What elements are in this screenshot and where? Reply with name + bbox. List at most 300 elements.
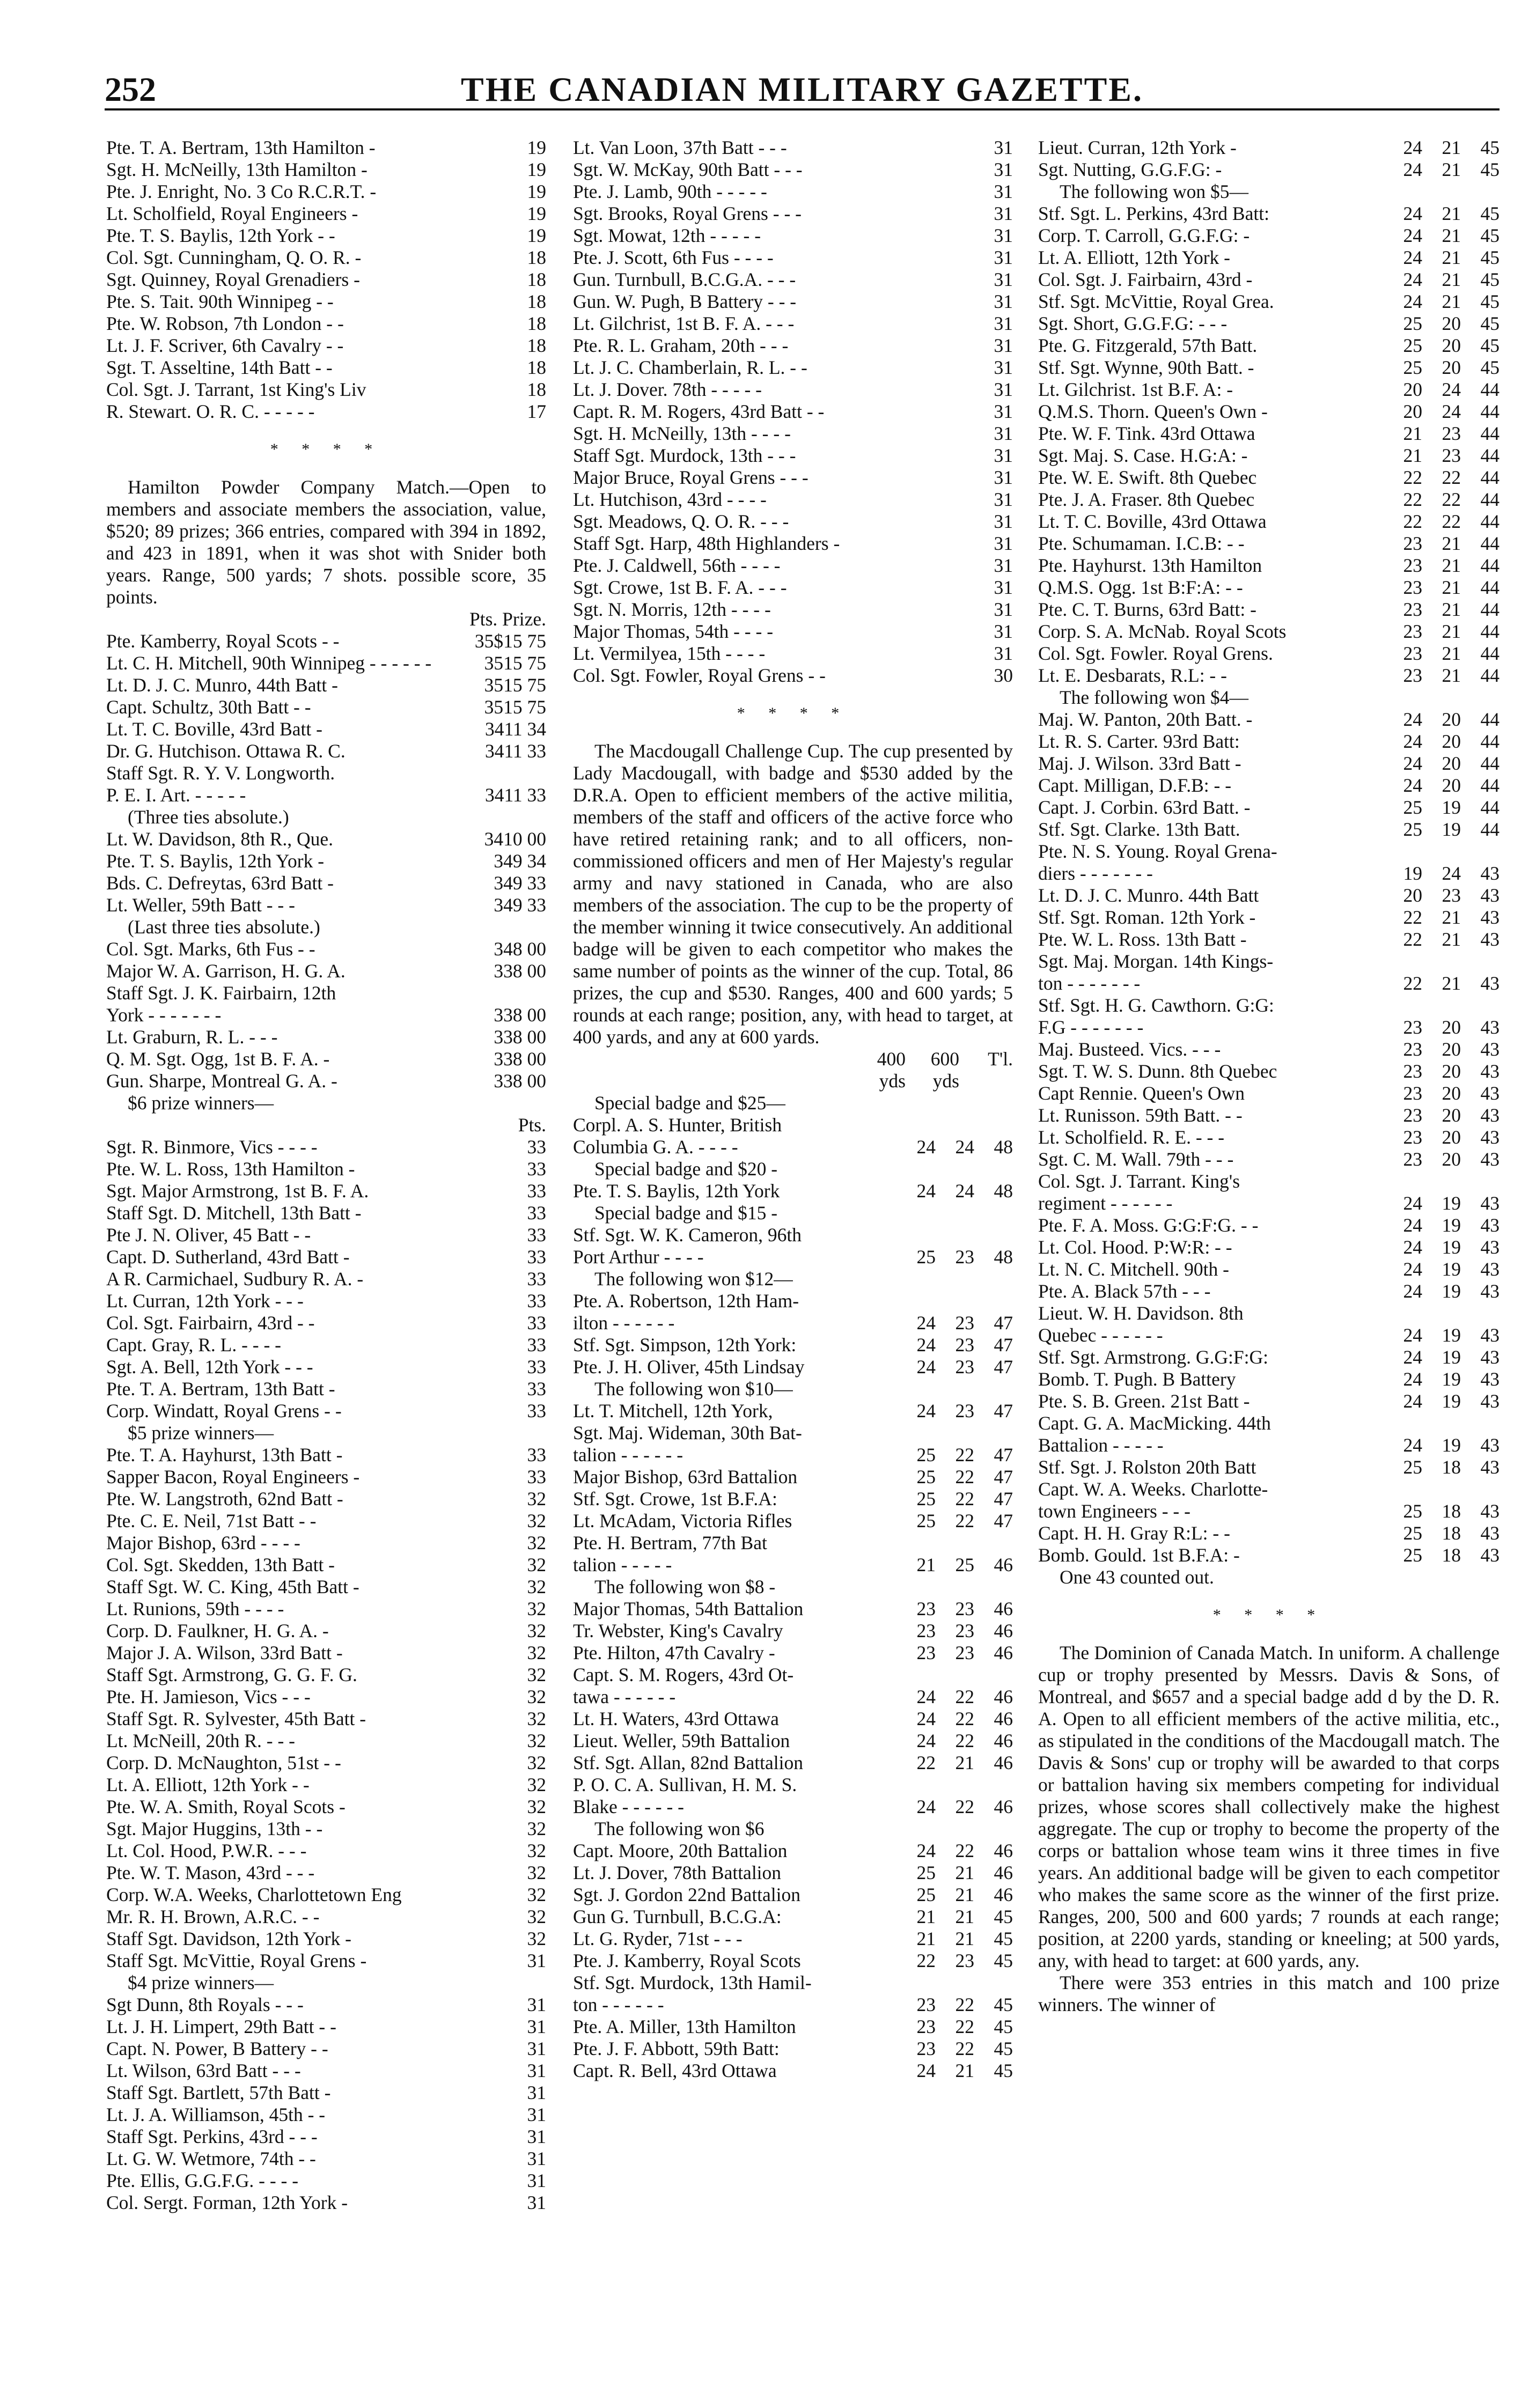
competitor-name: Staff Sgt. McVittie, Royal Grens - bbox=[106, 1950, 367, 1971]
score-value: 19 bbox=[527, 159, 546, 180]
score-value: 25 bbox=[916, 1884, 936, 1905]
score-value: 32 bbox=[527, 1862, 546, 1883]
score-value: 19 bbox=[1442, 1434, 1461, 1456]
score-value: 18 bbox=[1442, 1500, 1461, 1522]
score-value bbox=[974, 1290, 1013, 1312]
result-row bbox=[1038, 1104, 1500, 1126]
result-row bbox=[106, 1290, 546, 1312]
competitor-name: Pte. J. F. Abbott, 59th Batt: bbox=[573, 2038, 780, 2059]
result-row bbox=[573, 1224, 1013, 1246]
result-row bbox=[573, 1466, 1013, 1488]
competitor-name: Stf. Sgt. Allan, 82nd Battalion bbox=[573, 1752, 803, 1773]
competitor-name: Pte. W. Robson, 7th London - - bbox=[106, 313, 344, 334]
result-row bbox=[573, 489, 1013, 511]
competitor-name: Pte. W. F. Tink. 43rd Ottawa bbox=[1038, 423, 1255, 444]
range-column-headers bbox=[573, 1048, 1013, 1092]
competitor-name: Lt. J. Dover, 78th Battalion bbox=[573, 1862, 782, 1883]
result-row bbox=[573, 1356, 1013, 1378]
score-value: 48 bbox=[994, 1136, 1013, 1158]
score-value: 34 bbox=[484, 718, 504, 740]
result-row bbox=[106, 1994, 546, 2016]
score-value: 46 bbox=[994, 1620, 1013, 1641]
score-value: 24 bbox=[916, 1400, 936, 1422]
competitor-name: Lt. Van Loon, 37th Batt - - - bbox=[573, 137, 787, 158]
score-value: 23 bbox=[1403, 577, 1422, 598]
score-value: 43 bbox=[1480, 1324, 1500, 1346]
score-value: 43 bbox=[1480, 1104, 1500, 1126]
result-row bbox=[573, 225, 1013, 247]
counted-out-note: One 43 counted out. bbox=[1060, 1566, 1214, 1588]
competitor-name: Bomb. Gould. 1st B.F.A: - bbox=[1038, 1544, 1240, 1566]
result-row bbox=[573, 1114, 1013, 1136]
result-row bbox=[106, 1070, 546, 1092]
competitor-name: town Engineers - - - bbox=[1038, 1500, 1190, 1522]
result-row bbox=[1038, 621, 1500, 643]
score-value: 19 bbox=[1442, 1236, 1461, 1258]
competitor-name: Stf. Sgt. Murdock, 13th Hamil- bbox=[573, 1972, 812, 1993]
score-value: 21 bbox=[955, 1928, 974, 1949]
score-value: 47 bbox=[994, 1466, 1013, 1487]
competitor-name: Staff Sgt. Bartlett, 57th Batt - bbox=[106, 2082, 331, 2103]
competitor-name: Col. Sgt. J. Tarrant. King's bbox=[1038, 1170, 1240, 1192]
score-value: 33 bbox=[494, 1026, 513, 1048]
score-value: 11 33 bbox=[504, 740, 546, 762]
result-row bbox=[573, 445, 1013, 467]
score-value: 33 bbox=[527, 1378, 546, 1400]
score-value: 32 bbox=[527, 1774, 546, 1795]
competitor-name: Pte. A. Black 57th - - - bbox=[1038, 1280, 1211, 1302]
score-value: 31 bbox=[994, 137, 1013, 158]
result-row bbox=[1038, 511, 1500, 533]
score-value: 22 bbox=[1403, 929, 1422, 950]
score-value: 32 bbox=[527, 1708, 546, 1729]
result-row bbox=[573, 1840, 1013, 1862]
competitor-name: Pte. C. T. Burns, 63rd Batt: - bbox=[1038, 599, 1256, 620]
score-value bbox=[936, 1290, 974, 1312]
competitor-name: Gun. W. Pugh, B Battery - - - bbox=[573, 291, 797, 312]
score-value: 19 bbox=[1442, 1258, 1461, 1280]
score-value: 21 bbox=[1403, 445, 1422, 466]
score-value: 43 bbox=[1480, 1126, 1500, 1148]
score-value bbox=[1384, 995, 1422, 1017]
score-value: 45 bbox=[994, 1928, 1013, 1949]
score-value: 34 bbox=[484, 828, 504, 850]
score-value: 20 bbox=[1403, 401, 1422, 422]
score-value bbox=[974, 1114, 1013, 1136]
score-value: 25 bbox=[1403, 1522, 1422, 1544]
competitor-name: Pte. A. Robertson, 12th Ham- bbox=[573, 1290, 799, 1312]
result-row bbox=[1038, 1017, 1500, 1039]
result-row bbox=[1038, 1434, 1500, 1456]
competitor-name: Pte. Hayhurst. 13th Hamilton bbox=[1038, 555, 1262, 576]
score-value: 47 bbox=[994, 1444, 1013, 1466]
score-value: 23 bbox=[955, 1598, 974, 1619]
score-value: 21 bbox=[1442, 269, 1461, 290]
score-value: 19 bbox=[1442, 1346, 1461, 1368]
competitor-name: Pte. J. Kamberry, Royal Scots bbox=[573, 1950, 801, 1971]
competitor-name: Stf. Sgt. Armstrong. G.G:F:G: bbox=[1038, 1346, 1269, 1368]
result-row bbox=[1038, 269, 1500, 291]
score-value: $15 75 bbox=[494, 630, 546, 652]
score-value: 44 bbox=[1480, 401, 1500, 422]
result-row bbox=[106, 1466, 546, 1488]
competitor-name: Staff Sgt. W. C. King, 45th Batt - bbox=[106, 1576, 359, 1597]
competitor-name: Lt. Gilchrist. 1st B.F. A: - bbox=[1038, 379, 1233, 400]
result-row bbox=[573, 335, 1013, 357]
score-value: 8 00 bbox=[512, 960, 546, 982]
competitor-name: Pte. J. Enright, No. 3 Co R.C.R.T. - bbox=[106, 181, 377, 202]
competitor-name: Corp. D. McNaughton, 51st - - bbox=[106, 1752, 341, 1773]
score-value: 21 bbox=[1442, 973, 1461, 994]
score-value: 31 bbox=[527, 2170, 546, 2191]
score-value: 20 bbox=[1442, 357, 1461, 378]
result-row bbox=[106, 181, 546, 203]
prize-group-label: The following won $8 - bbox=[594, 1576, 776, 1597]
score-value: 33 bbox=[527, 1136, 546, 1158]
score-value: 34 bbox=[494, 894, 513, 916]
score-value: 31 bbox=[994, 489, 1013, 510]
score-value: 18 bbox=[527, 269, 546, 290]
column-1 bbox=[106, 137, 546, 2390]
score-value: 20 bbox=[1442, 1104, 1461, 1126]
score-value: 22 bbox=[1442, 467, 1461, 488]
competitor-name: Lt. J. F. Scriver, 6th Cavalry - - bbox=[106, 335, 344, 356]
result-row bbox=[106, 894, 546, 916]
score-value: 43 bbox=[1480, 929, 1500, 950]
result-row bbox=[573, 203, 1013, 225]
score-value: 31 bbox=[527, 2016, 546, 2037]
result-row bbox=[573, 1290, 1013, 1312]
competitor-name: Sgt. Major Huggins, 13th - - bbox=[106, 1818, 323, 1839]
result-row bbox=[106, 718, 546, 740]
score-value: 21 bbox=[1442, 907, 1461, 928]
score-value: 23 bbox=[916, 1598, 936, 1619]
score-value: 23 bbox=[1442, 885, 1461, 906]
score-value: 45 bbox=[1480, 203, 1500, 224]
competitor-name: Pte. W. E. Swift. 8th Quebec bbox=[1038, 467, 1257, 488]
result-row bbox=[573, 555, 1013, 577]
score-value: 24 bbox=[1403, 159, 1422, 180]
score-value: 32 bbox=[527, 1686, 546, 1707]
result-row bbox=[573, 1312, 1013, 1334]
score-value: 47 bbox=[994, 1488, 1013, 1509]
column-3 bbox=[1038, 137, 1500, 2390]
competitor-name: Pte. T. A. Bertram, 13th Hamilton - bbox=[106, 137, 376, 158]
score-value: 31 bbox=[994, 357, 1013, 378]
score-value: 31 bbox=[994, 555, 1013, 576]
score-value: 15 75 bbox=[503, 674, 546, 696]
score-value: 24 bbox=[916, 1686, 936, 1707]
result-row bbox=[106, 630, 546, 652]
result-row bbox=[573, 423, 1013, 445]
competitor-name: Pte. J. Lamb, 90th - - - - - bbox=[573, 181, 767, 202]
score-value: 33 bbox=[527, 1400, 546, 1422]
score-value: 20 bbox=[1442, 1083, 1461, 1104]
result-row bbox=[1038, 665, 1500, 687]
score-value: 18 bbox=[1442, 1522, 1461, 1544]
score-value: 25 bbox=[1403, 819, 1422, 840]
competitor-name: Capt. Moore, 20th Battalion bbox=[573, 1840, 788, 1861]
competitor-name: Sgt. Major Armstrong, 1st B. F. A. bbox=[106, 1180, 369, 1202]
score-value: 20 bbox=[1442, 753, 1461, 774]
competitor-name: Corp. W.A. Weeks, Charlottetown Eng bbox=[106, 1884, 402, 1905]
result-row bbox=[1038, 1280, 1500, 1302]
score-value: 45 bbox=[1480, 137, 1500, 158]
prize-group-label: The following won $4— bbox=[1060, 687, 1249, 708]
result-row bbox=[1038, 1302, 1500, 1324]
score-value: 32 bbox=[527, 1532, 546, 1553]
score-value: 43 bbox=[1480, 1236, 1500, 1258]
competitor-name: Col. Sgt. Fowler, Royal Grens - - bbox=[573, 665, 826, 686]
score-value: 46 bbox=[994, 1840, 1013, 1861]
score-value bbox=[974, 1224, 1013, 1246]
result-row bbox=[1038, 313, 1500, 335]
score-value: 33 bbox=[494, 1048, 513, 1070]
result-row bbox=[1038, 335, 1500, 357]
result-row bbox=[106, 1180, 546, 1202]
result-row bbox=[573, 1730, 1013, 1752]
score-value: 25 bbox=[1403, 797, 1422, 818]
score-value: 23 bbox=[916, 1994, 936, 2015]
score-value: 21 bbox=[955, 1862, 974, 1883]
result-row bbox=[573, 2016, 1013, 2038]
score-value: 31 bbox=[994, 423, 1013, 444]
score-value: 45 bbox=[1480, 225, 1500, 246]
score-value bbox=[1384, 1302, 1422, 1324]
competitor-name: Major Thomas, 54th Battalion bbox=[573, 1598, 804, 1619]
hamilton-powder-intro: Hamilton Powder Company Match.—Open to members and associate members the association, value, $520; 89 prizes; 366 entries, compared with 394 in 1892, and 423 in 1891, when it was shot with Snider both years. Range, 500 yards; 7 shots. possible score, 35 points. bbox=[106, 476, 546, 608]
prize-group-label: $4 prize winners— bbox=[128, 1972, 274, 1993]
result-row bbox=[106, 1730, 546, 1752]
competitor-name: Capt. S. M. Rogers, 43rd Ot- bbox=[573, 1664, 794, 1685]
score-value: 45 bbox=[1480, 313, 1500, 334]
competitor-name: Staff Sgt. Armstrong, G. G. F. G. bbox=[106, 1664, 357, 1685]
competitor-name: Sgt. Quinney, Royal Grenadiers - bbox=[106, 269, 360, 290]
score-value: 18 bbox=[527, 313, 546, 334]
result-row bbox=[1038, 951, 1500, 973]
competitor-name: Sgt. C. M. Wall. 79th - - - bbox=[1038, 1148, 1234, 1170]
result-row bbox=[106, 1686, 546, 1708]
score-value: 21 bbox=[1442, 225, 1461, 246]
score-value: 25 bbox=[1403, 335, 1422, 356]
score-value: 31 bbox=[994, 269, 1013, 290]
score-value: 44 bbox=[1480, 577, 1500, 598]
competitor-name: talion - - - - - - bbox=[573, 1444, 683, 1466]
competitor-name: Lt. D. J. C. Munro. 44th Batt bbox=[1038, 885, 1259, 906]
score-value: 43 bbox=[1480, 1214, 1500, 1236]
competitor-name: Pte J. N. Oliver, 45 Batt - - bbox=[106, 1224, 311, 1246]
score-value bbox=[1461, 1412, 1500, 1434]
result-row bbox=[106, 401, 546, 423]
competitor-name: Bomb. T. Pugh. B Battery bbox=[1038, 1368, 1236, 1390]
competitor-name: Pte. T. A. Hayhurst, 13th Batt - bbox=[106, 1444, 343, 1466]
score-value: 20 bbox=[1442, 731, 1461, 752]
competitor-name: Pte. F. A. Moss. G:G:F:G. - - bbox=[1038, 1214, 1259, 1236]
score-value: 23 bbox=[1403, 599, 1422, 620]
prize-group-label: Special badge and $20 - bbox=[594, 1158, 778, 1180]
competitor-name: Stf. Sgt. Simpson, 12th York: bbox=[573, 1334, 797, 1356]
score-value: 33 bbox=[527, 1202, 546, 1224]
score-value bbox=[897, 1774, 936, 1796]
competitor-name: Col. Sgt. Marks, 6th Fus - - bbox=[106, 938, 315, 960]
score-value: 43 bbox=[1480, 1039, 1500, 1060]
col-header-600: 600 yds bbox=[930, 1048, 959, 1092]
ties-note: (Three ties absolute.) bbox=[128, 806, 289, 828]
competitor-name: Lt. Runions, 59th - - - - bbox=[106, 1598, 284, 1619]
result-row bbox=[1038, 709, 1500, 731]
score-value bbox=[897, 1664, 936, 1686]
score-value: 31 bbox=[994, 181, 1013, 202]
score-value bbox=[974, 1774, 1013, 1796]
score-value: 43 bbox=[1480, 1083, 1500, 1104]
score-value: 18 bbox=[527, 357, 546, 378]
result-row bbox=[573, 137, 1013, 159]
score-value: 24 bbox=[1442, 401, 1461, 422]
competitor-name: Lt. J. C. Chamberlain, R. L. - - bbox=[573, 357, 807, 378]
score-value: 24 bbox=[1403, 731, 1422, 752]
result-row bbox=[1038, 555, 1500, 577]
score-value: 32 bbox=[527, 1730, 546, 1751]
result-row bbox=[573, 1950, 1013, 1972]
result-row bbox=[1038, 995, 1500, 1017]
score-value: 24 bbox=[916, 1136, 936, 1158]
competitor-name: Sgt Dunn, 8th Royals - - - bbox=[106, 1994, 304, 2015]
score-value: 35 bbox=[484, 652, 504, 674]
competitor-name: Stf. Sgt. Wynne, 90th Batt. - bbox=[1038, 357, 1254, 378]
competitor-name: Sgt. Mowat, 12th - - - - - bbox=[573, 225, 761, 246]
competitor-name: Stf. Sgt. Roman. 12th York - bbox=[1038, 907, 1256, 928]
competitor-name: Lt. Weller, 59th Batt - - - bbox=[106, 894, 295, 916]
result-row bbox=[1038, 1412, 1500, 1434]
result-row bbox=[1038, 1346, 1500, 1368]
competitor-name: Pte. J. Caldwell, 56th - - - - bbox=[573, 555, 781, 576]
score-value: 48 bbox=[994, 1246, 1013, 1268]
score-value bbox=[897, 1972, 936, 1994]
result-row bbox=[106, 2016, 546, 2038]
score-value: 47 bbox=[994, 1400, 1013, 1422]
score-value: 24 bbox=[916, 1356, 936, 1378]
result-row bbox=[573, 1906, 1013, 1928]
score-value: 19 bbox=[1442, 797, 1461, 818]
score-value: 44 bbox=[1480, 753, 1500, 774]
competitor-name: Pte. G. Fitzgerald, 57th Batt. bbox=[1038, 335, 1258, 356]
prize-group-label: Special badge and $25— bbox=[594, 1092, 785, 1114]
score-value bbox=[1461, 951, 1500, 973]
score-value: 30 bbox=[994, 665, 1013, 686]
result-row bbox=[106, 1796, 546, 1818]
score-value: 15 75 bbox=[503, 652, 546, 674]
score-value: 21 bbox=[1442, 533, 1461, 554]
result-row bbox=[573, 1994, 1013, 2016]
result-row bbox=[106, 291, 546, 313]
score-value: 47 bbox=[994, 1356, 1013, 1378]
competitor-name: Lt. Scholfield. R. E. - - - bbox=[1038, 1126, 1225, 1148]
result-row bbox=[573, 269, 1013, 291]
score-list-top bbox=[573, 137, 1013, 687]
result-row bbox=[106, 1532, 546, 1554]
result-row bbox=[106, 652, 546, 674]
score-value: 33 bbox=[527, 1444, 546, 1466]
result-row bbox=[1038, 1148, 1500, 1170]
competitor-name: tawa - - - - - - bbox=[573, 1686, 676, 1707]
competitor-name: Pte. W. T. Mason, 43rd - - - bbox=[106, 1862, 315, 1883]
score-value: 33 bbox=[527, 1356, 546, 1378]
result-row bbox=[573, 467, 1013, 489]
score-value: 32 bbox=[527, 1796, 546, 1817]
result-row bbox=[106, 1246, 546, 1268]
competitor-name: Corp. Windatt, Royal Grens - - bbox=[106, 1400, 342, 1422]
result-row bbox=[573, 247, 1013, 269]
score-value bbox=[1422, 1412, 1461, 1434]
score-value: 44 bbox=[1480, 775, 1500, 796]
score-value: 18 bbox=[527, 335, 546, 356]
score-value: 17 bbox=[527, 401, 546, 422]
score-value: 25 bbox=[916, 1510, 936, 1531]
result-row bbox=[1038, 907, 1500, 929]
section-divider: * * * * bbox=[270, 440, 383, 458]
competitor-name: Col. Sgt. Skedden, 13th Batt - bbox=[106, 1554, 335, 1575]
competitor-name: Sgt. T. W. S. Dunn. 8th Quebec bbox=[1038, 1061, 1277, 1082]
score-value: 23 bbox=[955, 1356, 974, 1378]
competitor-name: Staff Sgt. Perkins, 43rd - - - bbox=[106, 2126, 318, 2147]
score-value: 8 00 bbox=[512, 1048, 546, 1070]
score-value: 44 bbox=[1480, 643, 1500, 664]
score-value bbox=[897, 1532, 936, 1554]
score-value: 43 bbox=[1480, 973, 1500, 994]
competitor-name: Lt. E. Desbarats, R.L: - - bbox=[1038, 665, 1227, 686]
score-value: 32 bbox=[527, 1752, 546, 1773]
score-value: 24 bbox=[916, 1730, 936, 1751]
score-value: 31 bbox=[994, 511, 1013, 532]
competitor-name: Capt. G. A. MacMicking. 44th bbox=[1038, 1412, 1271, 1434]
score-value: 21 bbox=[955, 1752, 974, 1773]
competitor-name: Pte. W. L. Ross. 13th Batt - bbox=[1038, 929, 1247, 950]
competitor-name: Capt Rennie. Queen's Own bbox=[1038, 1083, 1245, 1104]
score-value: 46 bbox=[994, 1554, 1013, 1575]
competitor-name: R. Stewart. O. R. C. - - - - - bbox=[106, 401, 315, 422]
score-value bbox=[974, 1972, 1013, 1994]
result-row bbox=[106, 2126, 546, 2148]
score-value: 33 bbox=[494, 960, 513, 982]
competitor-name: Lt. R. S. Carter. 93rd Batt: bbox=[1038, 731, 1240, 752]
score-value: 18 bbox=[527, 247, 546, 268]
competitor-name: Gun G. Turnbull, B.C.G.A: bbox=[573, 1906, 782, 1927]
score-value: 24 bbox=[1403, 709, 1422, 730]
competitor-name: Tr. Webster, King's Cavalry bbox=[573, 1620, 783, 1641]
competitor-name: Stf. Sgt. Clarke. 13th Batt. bbox=[1038, 819, 1240, 840]
header-rule bbox=[105, 108, 1500, 111]
score-value: 44 bbox=[1480, 599, 1500, 620]
competitor-name: Pte. S. B. Green. 21st Batt - bbox=[1038, 1390, 1250, 1412]
result-row bbox=[106, 2170, 546, 2192]
score-value: 24 bbox=[1403, 225, 1422, 246]
result-row bbox=[106, 1884, 546, 1906]
score-value: 23 bbox=[1403, 1061, 1422, 1082]
competitor-name: Pte. T. A. Bertram, 13th Batt - bbox=[106, 1378, 335, 1400]
competitor-name: Q. M. Sgt. Ogg, 1st B. F. A. - bbox=[106, 1048, 330, 1070]
result-row bbox=[106, 1356, 546, 1378]
score-value: 19 bbox=[527, 137, 546, 158]
score-value: 31 bbox=[994, 533, 1013, 554]
col-header-400: 400 yds bbox=[877, 1048, 906, 1092]
score-value: 23 bbox=[916, 1642, 936, 1663]
score-value: 21 bbox=[1442, 599, 1461, 620]
result-row bbox=[106, 1708, 546, 1730]
score-value: 21 bbox=[955, 2060, 974, 2081]
result-row bbox=[106, 313, 546, 335]
score-value: 24 bbox=[1403, 1192, 1422, 1214]
score-value: 45 bbox=[994, 1950, 1013, 1971]
